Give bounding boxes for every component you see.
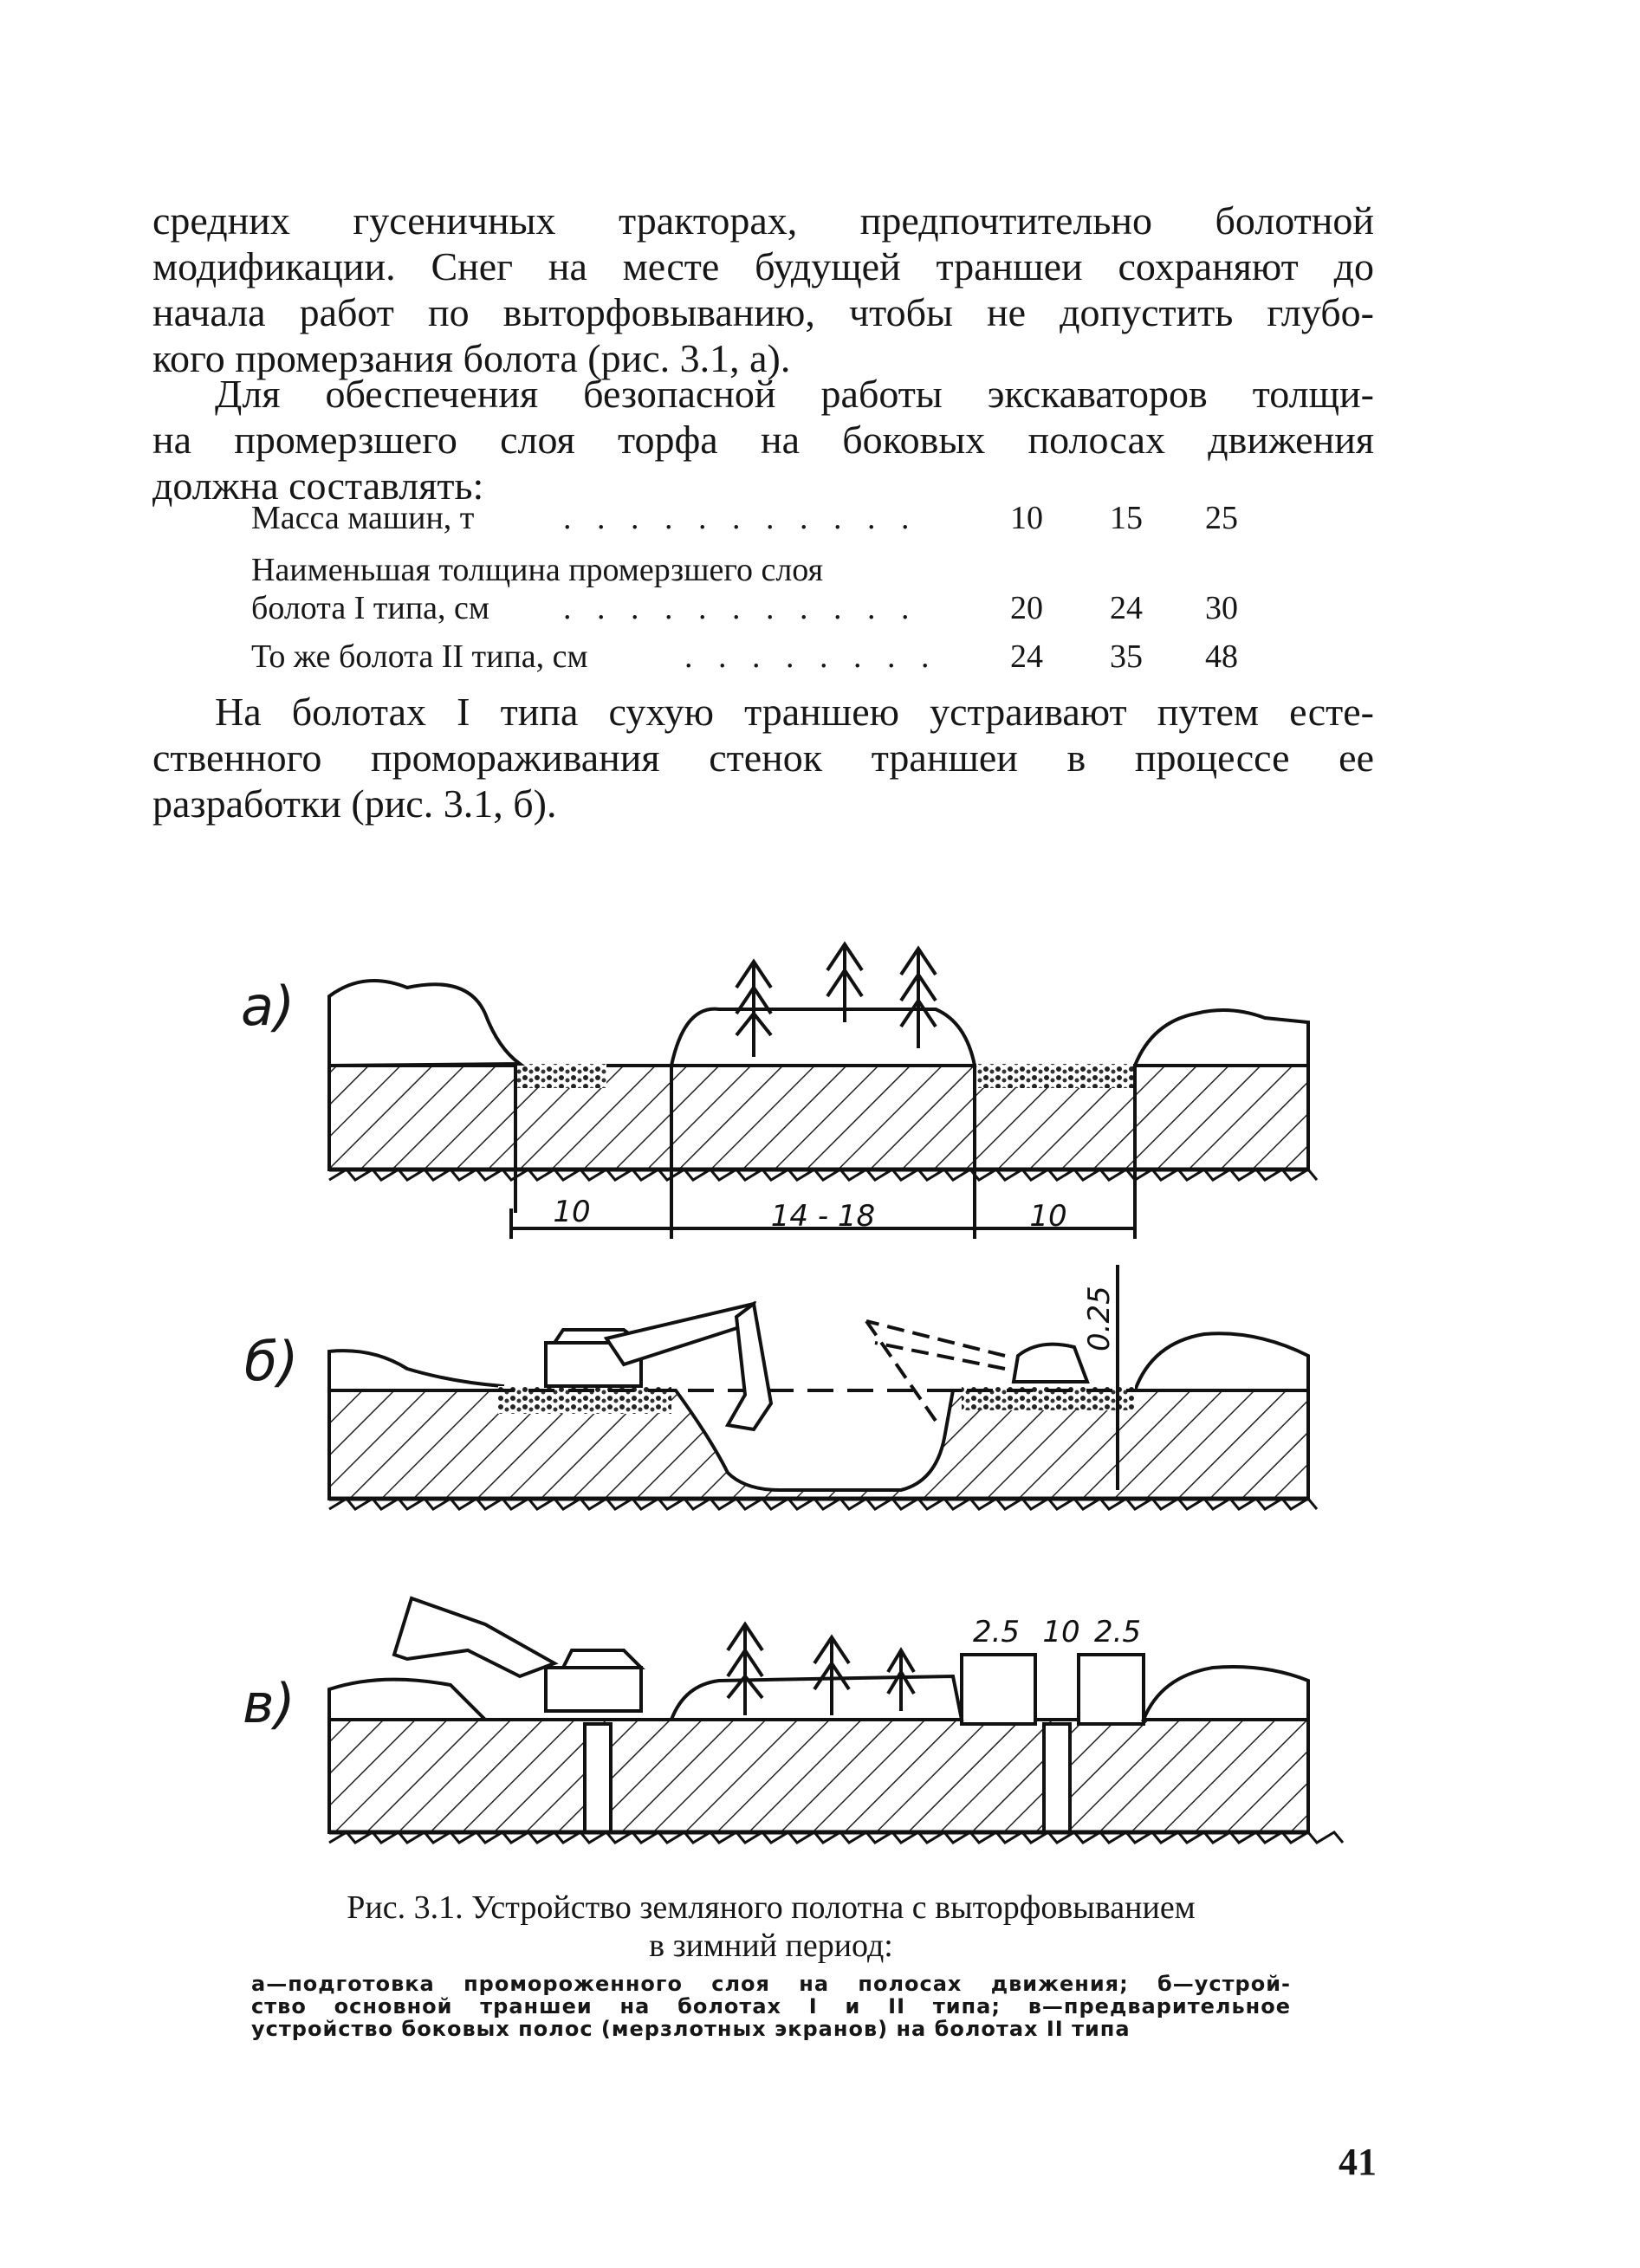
table-cell: 10: [1010, 500, 1043, 536]
dim-label: 2.5: [1093, 1615, 1142, 1649]
row-label-line1: Наименьшая толщина промерзшего слоя: [251, 552, 824, 588]
text-line: средних гусеничных тракторах, предпочтительно болотной: [152, 198, 1374, 243]
text-line: на промерзшего слоя торфа на боковых полосах движения: [152, 418, 1374, 462]
snow-mound: [1135, 1333, 1308, 1390]
trench-slot: [1044, 1724, 1070, 1832]
text-line: На болотах I типа сухую траншею устраивают путем есте-: [215, 690, 1374, 734]
figure-caption-note: [251, 1973, 1291, 2040]
panel-b: [329, 1265, 1317, 1509]
leader-dots: . . . . . . . .: [684, 638, 938, 675]
frozen-layer: [975, 1064, 1135, 1088]
cap-block: [962, 1655, 1035, 1724]
panel-label-a: а): [241, 975, 295, 1038]
caption-line: в зимний период:: [649, 1928, 893, 1964]
row-label: Масса машин, т: [251, 500, 475, 536]
text-line: разработки (рис. 3.1, б).: [152, 781, 557, 826]
row-label: болота I типа, см: [251, 590, 489, 626]
dim-label: 0.25: [1082, 1286, 1117, 1351]
panel-label-c: в): [243, 1672, 295, 1735]
snow-mound: [671, 1676, 962, 1720]
panel-c: [329, 1598, 1343, 1843]
snow-mound: [1144, 1667, 1308, 1720]
text-line: начала работ по выторфовыванию, чтобы не допустить глубо-: [152, 290, 1374, 334]
snow-mound: [1135, 1010, 1308, 1066]
table-cell: 24: [1110, 590, 1143, 626]
row-label: То же болота II типа, см: [251, 638, 588, 675]
peat-layer: [329, 1066, 1308, 1170]
text-line: должна составлять:: [152, 463, 484, 508]
snow-mound: [329, 981, 520, 1066]
dim-label: 10: [553, 1195, 591, 1229]
text-line: модификации. Снег на месте будущей траншеи сохраняют до: [152, 244, 1374, 288]
table-cell: 25: [1205, 500, 1238, 536]
dim-label: 10: [1029, 1199, 1067, 1234]
frozen-layer: [515, 1064, 606, 1088]
panel-a: [329, 944, 1317, 1239]
peat-layer: [329, 1720, 1308, 1832]
cap-block: [1079, 1655, 1144, 1724]
figure-caption-title: [251, 1889, 1291, 1965]
dim-label: 10: [1042, 1615, 1080, 1649]
table-cell: 30: [1205, 590, 1238, 626]
caption-note-line: а—подготовка промороженного слоя на полосах движения; б—устрой-: [251, 1972, 1291, 1996]
peat-layer: [329, 1390, 1308, 1499]
dim-label: 2.5: [972, 1615, 1021, 1649]
text-line: кого промерзания болота (рис. 3.1, а).: [152, 336, 791, 380]
caption-note-line: устройство боковых полос (мерзлотных экранов) на болотах II типа: [251, 2017, 1131, 2041]
panel-label-b: б): [244, 1330, 299, 1393]
caption-line: Рис. 3.1. Устройство земляного полотна с выторфовыванием: [347, 1889, 1196, 1926]
dim-label: 14 - 18: [770, 1199, 876, 1234]
table-cell: 48: [1205, 638, 1238, 675]
table-cell: 24: [1010, 638, 1043, 675]
text-line: Для обеспечения безопасной работы экскаваторов толщи-: [215, 372, 1374, 416]
caption-note-line: ство основной траншеи на болотах I и II типа; в—предварительное: [251, 1994, 1291, 2019]
page-number: 41: [1339, 2141, 1377, 2183]
table-cell: 15: [1110, 500, 1143, 536]
table-cell: 20: [1010, 590, 1043, 626]
snow-mound: [329, 1680, 485, 1720]
trench-slot: [585, 1724, 611, 1832]
leader-dots: . . . . . . . . . . .: [563, 500, 918, 536]
snow-mound: [329, 1351, 502, 1390]
table-cell: 35: [1110, 638, 1143, 675]
leader-dots: . . . . . . . . . . .: [563, 590, 918, 626]
text-line: ственного промораживания стенок траншеи в процессе ее: [152, 735, 1374, 780]
